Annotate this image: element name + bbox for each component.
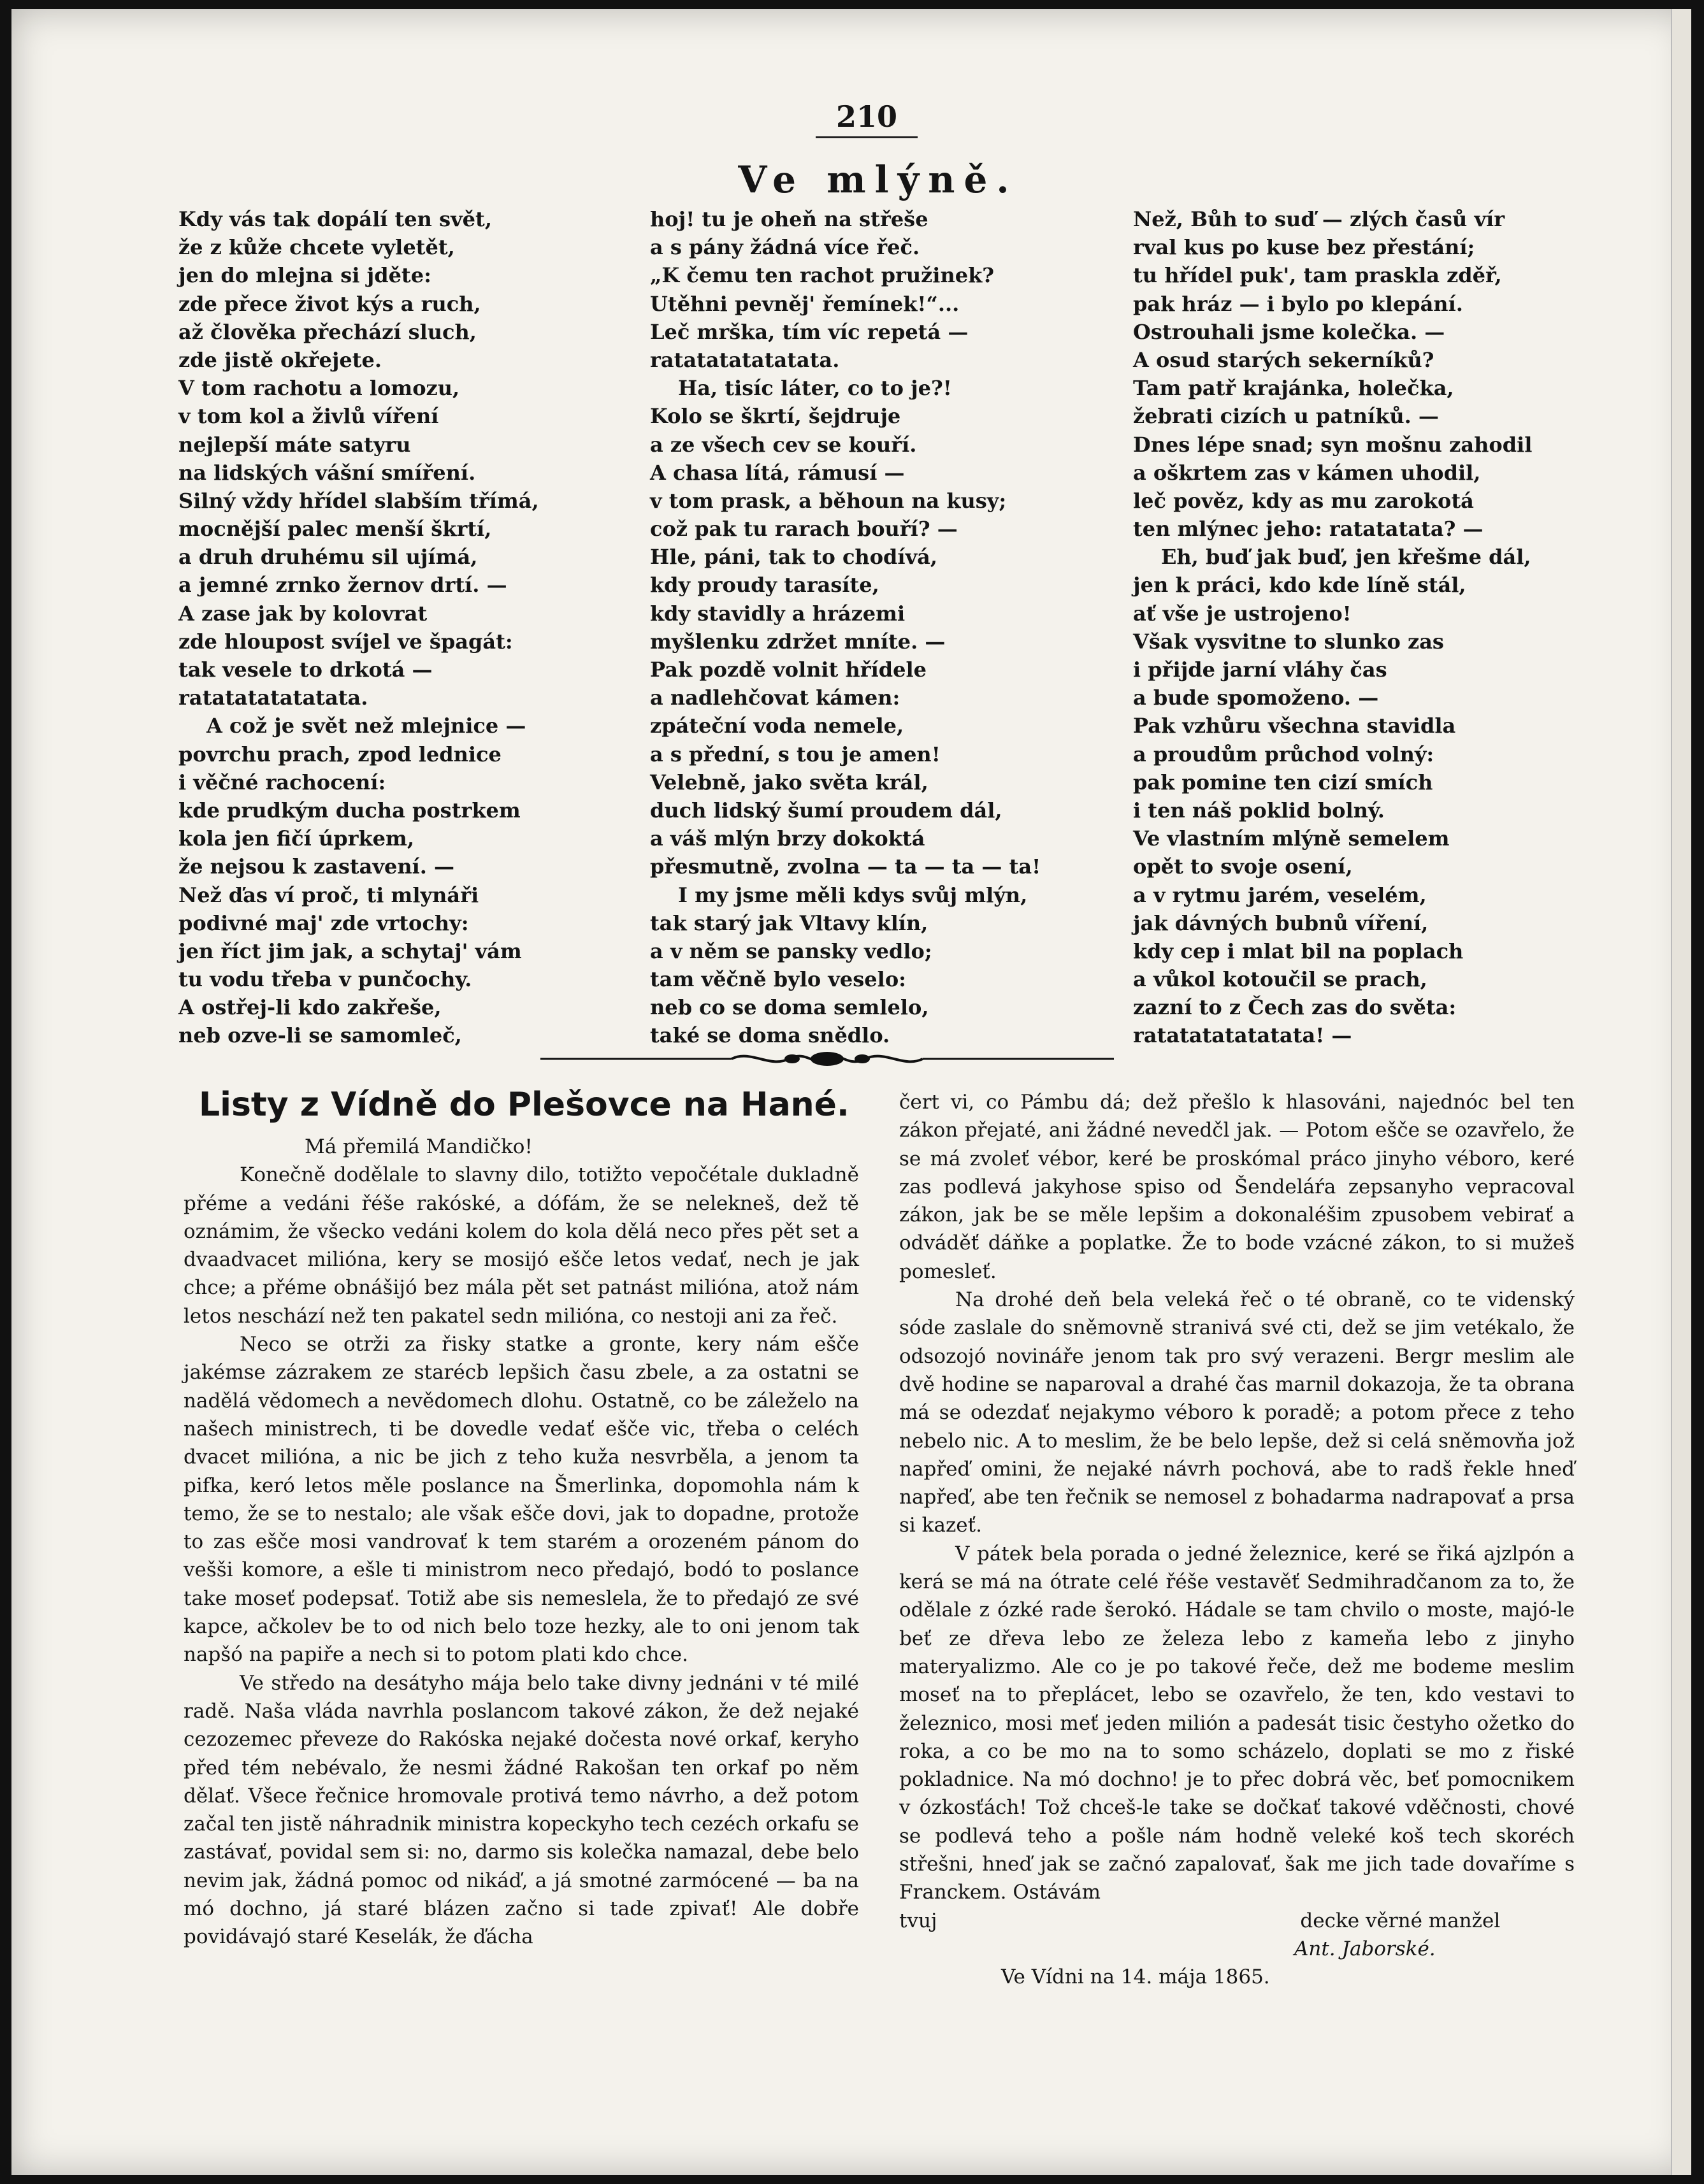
- article-column-2: [899, 1088, 1575, 1992]
- poem-line: ratatatatatatata.: [178, 686, 368, 710]
- poem-line: zpáteční voda nemele,: [650, 714, 904, 738]
- ornamental-divider: [540, 1049, 1114, 1068]
- poem-line: tam věčně bylo veselo:: [650, 967, 906, 992]
- poem-line: zde hloupost svíjel ve špagát:: [178, 629, 513, 654]
- poem-line: a oškrtem zas v kámen uhodil,: [1133, 460, 1481, 485]
- poem-line: Pak pozdě volnit hřídele: [650, 657, 927, 682]
- poem-line: Leč mrška, tím víc repetá —: [650, 319, 969, 344]
- poem-line: Silný vždy hřídel slabším třímá,: [178, 488, 539, 513]
- signature-your: tvuj: [899, 1909, 937, 1932]
- poem-line: neb co se doma semlelo,: [650, 995, 929, 1020]
- poem-line: I my jsme měli kdys svůj mlýn,: [678, 882, 1028, 907]
- poem-line: Tam patř krajánka, holečka,: [1133, 376, 1454, 401]
- poem-line: kdy proudy tarasíte,: [650, 573, 879, 598]
- poem-line: a druh druhému sil ujímá,: [178, 545, 478, 570]
- page-edge: [1671, 9, 1691, 2175]
- poem-line: povrchu prach, zpod lednice: [178, 742, 502, 766]
- poem-line: tak starý jak Vltavy klín,: [650, 910, 928, 935]
- poem-line: a v něm se pansky vedlo;: [650, 938, 932, 963]
- poem-line: Kdy vás tak dopálí ten svět,: [178, 207, 492, 231]
- poem-line: že z kůže chcete vyletět,: [178, 235, 455, 260]
- page-number: 210: [835, 99, 898, 134]
- poem-line: Velebně, jako světa král,: [650, 770, 928, 794]
- poem-column-2: [650, 205, 1096, 1050]
- poem-line: Hle, páni, tak to chodívá,: [650, 545, 938, 570]
- paragraph: čert vi, co Pámbu dá; dež přešlo k hlasováni, najednóc bel ten zákon přejaté, ani žádné nevedčl jak. — Potom ešče se ozavřelo, že se má zvoleť vébor, keré be proskómal práco jinyho véboro, keré zas podlevá jakyhose spiso od Šendeláŕa zepsanyho vepracoval zákon, jak be se měle lepšim a dokonaléšim zpusobem vebirať a odváděť dáňke a poplatke. Že to bode vzácné zákon, to si mužeš pomesleť.: [899, 1091, 1575, 1283]
- paragraph: V pátek bela porada o jedné železnice, keré se řiká ajzlpón a kerá se má na ótrate celé řéše vestavěť Sedmihradčanom za to, že odělale z ózké rade šerokó. Hádale se tam chvilo o moste, majó-le beť ze dřeva lebo ze železa lebo z kameňa lebo z jinyho materyalizmo. Ale co je po takové řeče, dež me bodeme meslim moseť na to přeplácet, lebo se ozavřelo, že ten, kdo vestavi to železnico, mosi meť jeden milión a padesát tisic čestyho ožetko do roka, a co be mo na to somo scházelo, doplati se mo z řiské pokladnice. Na mó dochno! je to přec dobrá věc, beť pomocnikem v ózkosťách! Tož chceš-le take se dočkať takové vděčnosti, chové se podlevá teho a pošle nám hodně veleké koš tech skoréch střešni, hneď jak se začnó zapalovať, šak me jich tade dovaříme s Franckem. Ostávám: [899, 1542, 1575, 1904]
- poem-line: tu vodu třeba v punčochy.: [178, 967, 472, 992]
- signature-name: Ant. Jaborské.: [1294, 1937, 1436, 1960]
- poem-line: Dnes lépe snad; syn mošnu zahodil: [1133, 432, 1533, 457]
- poem-line: zde přece život kýs a ruch,: [178, 291, 481, 316]
- poem-line: pak hráz — i bylo po klepání.: [1133, 291, 1463, 316]
- poem-line: v tom kol a živlů víření: [178, 404, 439, 429]
- poem-line: žebrati cizích u patníků. —: [1133, 404, 1439, 429]
- poem-line: A zase jak by kolovrat: [178, 601, 428, 626]
- paragraph: Neco se otrži za řisky statke a gronte, kery nám ešče jakémse zázrakem ze starécb lepšich času zbele, a za ostatni se nadělá vědomech a nevědomech dlohu. Ostatně, co be záleželo na našech ministrech, ti be dovedle vedať ešče vic, třeba o celéch dvacet milióna, a nic be jich z teho kuža nesvrběla, a jenom ta pifka, keró letos měle poslance na Šmerlinka, dopomohla nám k temo, že se to nestalo; ale však ešče dovi, jak to dopadne, protože to zas ešče mosi vandrovať k tem starém a orozeném pánom do vešši komore, a ešle ti ministrom neco předajó, bodó to poslance take moseť podepsať. Totiž abe sis nemeslela, že to předajó ze své kapce, ačkolev be to od nich belo toze hezky, ale to oni jenom tak napšó na papiře a nech si to potom plati kdo chce.: [184, 1333, 859, 1667]
- poem-line: Ve vlastním mlýně semelem: [1133, 826, 1450, 851]
- poem-line: mocnější palec menší škrtí,: [178, 517, 492, 542]
- paragraph: Na drohé deň bela veleká řeč o té obraně, co te videnský sóde zaslale do sněmovně stranivá své cti, dež se jim vetékalo, že odsozojó novináře jenom tak pro svý verazeni. Bergr meslim ale dvě hodine se naparoval a drahé čas marnil dokazoja, že ta obrana má se odezdať nejakymo véboro k poradě; a potom přece z teho nebelo nic. A to meslim, že be belo lepše, dež si celá sněmovňa jož napřeď omini, že nejaké návrh pochová, abe to radš řekle hneď napřeď, abe ten řečnik se nemosel z bohadarma nadrapovať a prsa si kazeť.: [899, 1288, 1575, 1537]
- poem-line: A osud starých sekerníků?: [1133, 347, 1434, 372]
- paragraph: Ve středo na desátyho mája belo take divny jednáni v té milé radě. Naša vláda navrhla poslancom takové zákon, že dež nejaké cezozemec převeze do Rakóska nejaké dočesta nové orkaf, keryho před tém nebévalo, že nesmi žádné Rakošan ten orkaf po něm dělať. Všece řečnice hromovale protivá temo návrho, a dež potom začal ten jistě náhradnik ministra kopeckyho tech cezéch orkafu se zastávať, povidal sem si: no, darmo sis kolečka namazal, debe belo nevim jak, žádná pomoc od nikáď, a já smotné zarmócené — ba na mó dochno, já staré blázen začno si tade zpivať! Ale dobře povidávajó staré Keselák, že ďácha: [184, 1671, 859, 1949]
- poem-line: kola jen fičí úprkem,: [178, 826, 414, 851]
- article-column-1: [184, 1133, 859, 1951]
- salutation: Má přemilá Mandičko!: [305, 1135, 533, 1158]
- poem-line: Ha, tisíc láter, co to je?!: [678, 376, 952, 401]
- poem-line: jen říct jim jak, a schytaj' vám: [178, 938, 522, 963]
- poem-title: Ve mlýně.: [738, 158, 1018, 201]
- poem-line: hoj! tu je oheň na střeše: [650, 207, 928, 231]
- poem-line: Než ďas ví proč, ti mlynáři: [178, 882, 479, 907]
- poem-column-3: [1133, 205, 1579, 1050]
- poem-line: ratatatatatatata.: [650, 347, 840, 372]
- newspaper-page: [11, 9, 1691, 2175]
- poem-line: a vůkol kotoučil se prach,: [1133, 967, 1427, 992]
- poem-line: a bude spomoženo. —: [1133, 686, 1379, 710]
- poem-line: že nejsou k zastavení. —: [178, 854, 455, 879]
- poem-line: a nadlehčovat kámen:: [650, 686, 900, 710]
- poem-line: tu hřídel puk', tam praskla zděř,: [1133, 263, 1502, 288]
- poem-line: podivné maj' zde vrtochy:: [178, 910, 469, 935]
- poem-line: na lidských vášní smíření.: [178, 460, 476, 485]
- poem-line: tak vesele to drkotá —: [178, 657, 433, 682]
- poem-line: ať vše je ustrojeno!: [1133, 601, 1352, 626]
- poem-line: „K čemu ten rachot pružinek?: [650, 263, 994, 288]
- poem-line: zazní to z Čech zas do světa:: [1133, 995, 1457, 1020]
- poem-line: Ostrouhali jsme kolečka. —: [1133, 319, 1445, 344]
- article-title: Listy z Vídně do Plešovce na Hané.: [199, 1086, 849, 1124]
- dateline: Ve Vídni na 14. mája 1865.: [1001, 1965, 1270, 1989]
- page-number-rule: [816, 136, 918, 138]
- poem-line: pak pomine ten cizí smích: [1133, 770, 1433, 794]
- poem-line: rval kus po kuse bez přestání;: [1133, 235, 1475, 260]
- poem-line: A ostřej-li kdo zakřeše,: [178, 995, 442, 1020]
- paragraph: Konečně dodělale to slavny dilo, totižto vepočétale dukladně přéme a vedáni řéše rakóské, a dófám, že se nelekneš, dež tě oznámim, že všecko vedáni kolem do kola dělá neco přes pět set a dvaadvacet milióna, kery se mosijó ešče letos vedať, nech je jak chce; a přéme obnášijó bez mála pět set patnást milióna, atož nám letos neschází než ten pakatel sedn milióna, co nestoji ani za řeč.: [184, 1163, 859, 1328]
- poem-line: a ze všech cev se kouří.: [650, 432, 917, 457]
- poem-line: také se doma snědlo.: [650, 1023, 890, 1048]
- signature-line: [899, 1907, 1575, 1935]
- poem-line: Však vysvitne to slunko zas: [1133, 629, 1444, 654]
- poem-line: jen do mlejna si jděte:: [178, 263, 431, 288]
- poem-line: ten mlýnec jeho: ratatatata? —: [1133, 517, 1484, 542]
- poem-line: neb ozve-li se samomleč,: [178, 1023, 462, 1048]
- poem-line: až člověka přechází sluch,: [178, 319, 477, 344]
- poem-line: což pak tu rarach bouří? —: [650, 517, 958, 542]
- poem-line: Utěhni pevněj' řemínek!“...: [650, 291, 960, 316]
- poem-line: zde jistě okřejete.: [178, 347, 382, 372]
- poem-line: Než, Bůh to suď — zlých časů vír: [1133, 207, 1505, 231]
- signature-faithful: decke věrné manžel: [1300, 1909, 1501, 1932]
- poem-line: přesmutně, zvolna — ta — ta — ta!: [650, 854, 1041, 879]
- poem-line: a proudům průchod volný:: [1133, 742, 1434, 766]
- poem-line: i věčné rachocení:: [178, 770, 386, 794]
- poem-line: jen k práci, kdo kde líně stál,: [1133, 573, 1466, 598]
- poem-line: a s pány žádná více řeč.: [650, 235, 920, 260]
- poem-line: a v rytmu jarém, veselém,: [1133, 882, 1427, 907]
- poem-line: opět to svoje osení,: [1133, 854, 1353, 879]
- poem-line: kdy cep i mlat bil na poplach: [1133, 938, 1464, 963]
- poem-line: kde prudkým ducha postrkem: [178, 798, 521, 823]
- poem-line: a váš mlýn brzy dokoktá: [650, 826, 925, 851]
- poem-column-1: [178, 205, 625, 1050]
- poem-line: a jemné zrnko žernov drtí. —: [178, 573, 507, 598]
- poem-line: A chasa lítá, rámusí —: [650, 460, 905, 485]
- poem-line: i ten náš poklid bolný.: [1133, 798, 1385, 823]
- poem-line: A což je svět než mlejnice —: [206, 714, 526, 738]
- poem-line: ratatatatatatata! —: [1133, 1023, 1352, 1048]
- poem-line: duch lidský šumí proudem dál,: [650, 798, 1002, 823]
- poem-line: Eh, buď jak buď, jen křešme dál,: [1161, 545, 1531, 570]
- poem-line: myšlenku zdržet mníte. —: [650, 629, 946, 654]
- poem-line: v tom prask, a běhoun na kusy;: [650, 488, 1007, 513]
- poem-line: nejlepší máte satyru: [178, 432, 411, 457]
- poem-line: jak dávných bubnů víření,: [1133, 910, 1429, 935]
- poem-line: Pak vzhůru všechna stavidla: [1133, 714, 1456, 738]
- poem-line: i přijde jarní vláhy čas: [1133, 657, 1387, 682]
- poem-line: Kolo se škrtí, šejdruje: [650, 404, 901, 429]
- poem-line: a s přední, s tou je amen!: [650, 742, 941, 766]
- poem-line: leč pověz, kdy as mu zarokotá: [1133, 488, 1474, 513]
- poem-line: kdy stavidly a hrázemi: [650, 601, 906, 626]
- poem-line: V tom rachotu a lomozu,: [178, 376, 460, 401]
